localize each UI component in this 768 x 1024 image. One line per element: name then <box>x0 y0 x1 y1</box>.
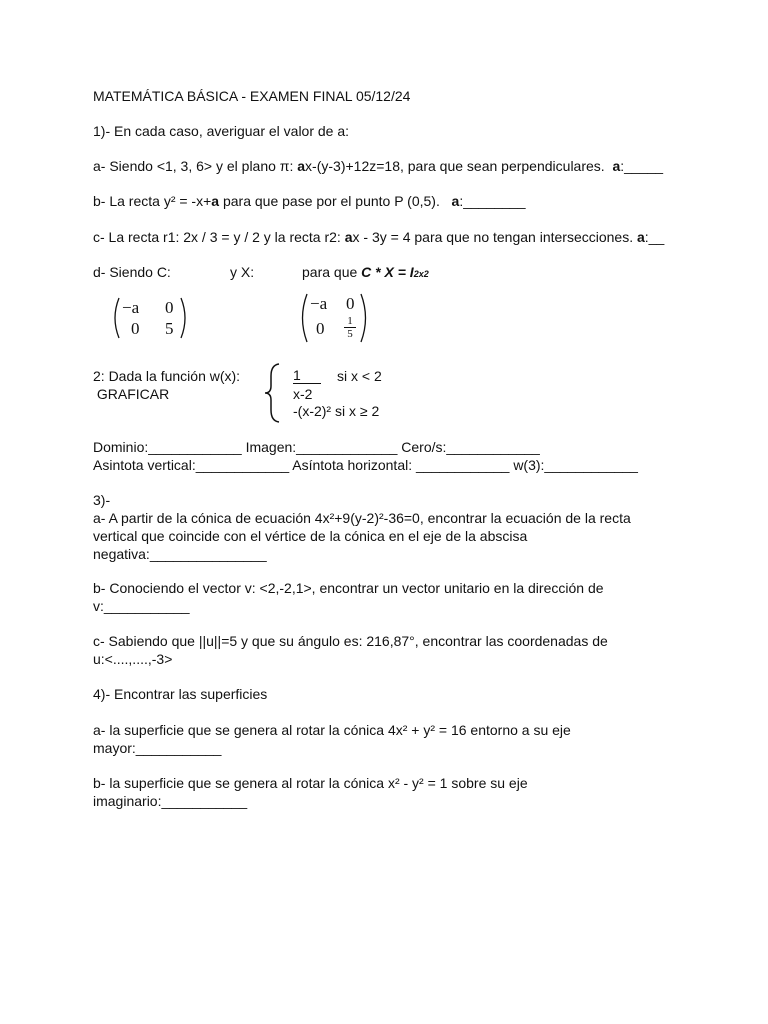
q1c-post: x - 3y = 4 para que no tengan intersecciones. <box>352 229 637 245</box>
q1-item-b <box>93 193 526 210</box>
piece2: -(x-2)² si x ≥ 2 <box>293 403 380 419</box>
q4b-line1: b- la superficie que se genera al rotar la cónica x² - y² = 1 sobre su eje <box>93 775 528 791</box>
q1d-cond-sub: 2x2 <box>413 269 429 279</box>
q1d-label: d- Siendo C: <box>93 264 171 280</box>
q4-heading: 4)- Encontrar las superficies <box>93 686 268 702</box>
matrix-c-r1c1: −a <box>122 298 140 317</box>
matrix-c-r1c2: 0 <box>165 298 174 317</box>
q4a-line1: a- la superficie que se genera al rotar la cónica 4x² + y² = 16 entorno a su eje <box>93 722 571 738</box>
piece1-numerator: 1 <box>293 368 321 384</box>
matrix-x-r2c1: 0 <box>316 319 325 338</box>
q4a-line2: mayor:___________ <box>93 740 222 756</box>
q1a-post: x-(y-3)+12z=18, para que sean perpendiculares. <box>305 158 613 174</box>
q1a-var: a <box>297 158 306 174</box>
matrix-c <box>110 296 190 340</box>
q1b-pre: b- La recta y² = -x+ <box>93 193 212 209</box>
q1a-pre: a- Siendo <1, 3, 6> y el plano π: <box>93 158 298 174</box>
q4b-line2: imaginario:___________ <box>93 793 248 809</box>
q3c-line2: u:<....,....,-3> <box>93 651 173 667</box>
q2-answers-line2: Asintota vertical:____________ Asíntota horizontal: ____________ w(3):____________ <box>93 457 638 473</box>
q3b-line1: b- Conociendo el vector v: <2,-2,1>, encontrar un vector unitario en la dirección de <box>93 580 604 596</box>
matrix-c-r2c2: 5 <box>165 319 174 338</box>
matrix-x-r1c2: 0 <box>346 294 355 313</box>
q1b-answer-blank: :________ <box>459 193 526 209</box>
q1c-answer-var: a <box>636 229 645 245</box>
q1-item-c <box>93 229 664 246</box>
matrix-x-brackets <box>298 292 370 344</box>
q3-heading: 3)- <box>93 492 111 508</box>
q1a-answer-var: a <box>612 158 621 174</box>
q3a-line2: vertical que coincide con el vértice de la cónica en el eje de la abscisa <box>93 528 528 544</box>
q2-heading: 2: Dada la función w(x): <box>93 368 241 384</box>
q1b-answer-var: a <box>451 193 460 209</box>
piece1-denominator: x-2 <box>293 386 313 402</box>
matrix-c-r2c1: 0 <box>131 319 140 338</box>
piece1-condition: si x < 2 <box>337 368 382 384</box>
matrix-x-r2c2-fraction <box>344 316 356 340</box>
fraction-numerator: 1 <box>344 316 356 328</box>
q3c-line1: c- Sabiendo que ||u||=5 y que su ángulo es: 216,87°, encontrar las coordenadas de <box>93 633 608 649</box>
q1b-var: a <box>211 193 220 209</box>
q2-answers-line1: Dominio:____________ Imagen:_____________ Cero/s:____________ <box>93 439 540 455</box>
piecewise-brace-icon <box>262 362 282 424</box>
q1-heading: 1)- En cada caso, averiguar el valor de a: <box>93 123 350 139</box>
exam-title: MATEMÁTICA BÁSICA - EXAMEN FINAL 05/12/24 <box>93 88 411 104</box>
matrix-x-r1c1: −a <box>310 294 328 313</box>
q1d-mid: y X: <box>230 264 255 280</box>
q1d-cond-eq: C * X = I <box>361 264 414 280</box>
q2-graficar: GRAFICAR <box>93 386 170 402</box>
q3a-line3: negativa:_______________ <box>93 546 267 562</box>
q1-item-a <box>93 158 663 175</box>
q1c-pre: c- La recta r1: 2x / 3 = y / 2 y la recta r2: <box>93 229 345 245</box>
matrix-x <box>298 292 370 344</box>
q1c-answer-blank: :__ <box>644 229 665 245</box>
q1d-condition <box>302 264 429 283</box>
fraction-denominator: 5 <box>347 328 353 340</box>
q1c-var: a <box>344 229 353 245</box>
q1a-answer-blank: :_____ <box>620 158 664 174</box>
q3a-line1: a- A partir de la cónica de ecuación 4x²+9(y-2)²-36=0, encontrar la ecuación de la recta <box>93 510 631 526</box>
q1b-post: para que pase por el punto P (0,5). <box>219 193 452 209</box>
q3b-line2: v:___________ <box>93 598 190 614</box>
q1d-cond-pre: para que <box>302 264 362 280</box>
